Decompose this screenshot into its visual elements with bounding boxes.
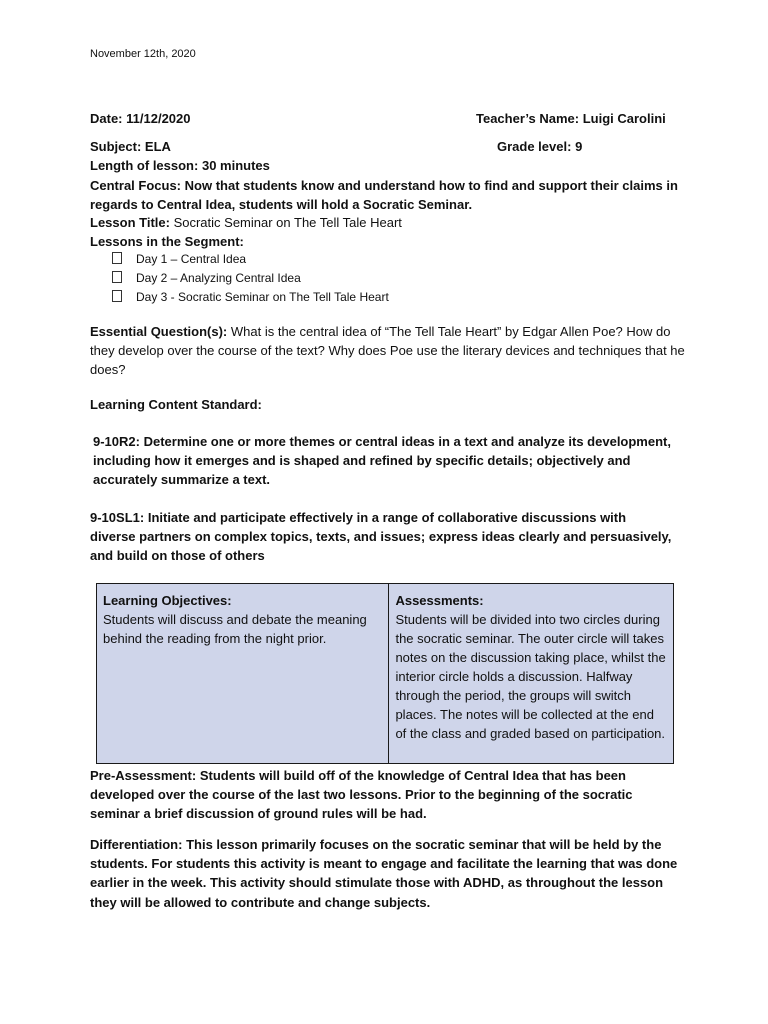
segment-list-item: [112, 288, 389, 307]
teacher-field: [476, 109, 666, 128]
objectives-heading: Learning Objectives:: [103, 593, 232, 608]
essential-question: [90, 322, 686, 380]
pre-assessment-text: Students will build off of the knowledge of Central Idea that has been developed over the course of the last two lessons. Prior to the beginning of the socratic seminar a brief discussion of ground rules will be had.: [90, 768, 633, 822]
segment-heading: Lessons in the Segment:: [90, 234, 244, 249]
lesson-title-field: [90, 213, 402, 232]
lesson-title-value: Socratic Seminar on The Tell Tale Heart: [173, 215, 402, 230]
segment-list-item: [112, 269, 301, 288]
segment-item-text: Day 3 - Socratic Seminar on The Tell Tale Heart: [136, 290, 389, 304]
teacher-label: Teacher’s Name:: [476, 111, 580, 126]
standard-text: Determine one or more themes or central ideas in a text and analyze its development, including how it emerges and is shaped and refined by specific details; objectively and accurately summarize a text.: [93, 434, 671, 488]
lesson-title-label: Lesson Title:: [90, 215, 170, 230]
segment-list-item: [112, 250, 246, 269]
assessments-cell: [389, 584, 674, 764]
length-field: [90, 156, 270, 175]
essential-question-text: What is the central idea of “The Tell Tale Heart” by Edgar Allen Poe? How do they develop over the course of the text? Why does Poe use the literary devices and techniques that he does?: [90, 324, 685, 378]
grade-label: Grade level:: [497, 139, 572, 154]
assessments-text: Students will be divided into two circles during the socratic seminar. The outer circle will takes notes on the discussion taking place, whilst the interior circle holds a discussion. Halfway through the period, the groups will switch places. The notes will be collected at the end of the class and graded based on participation.: [395, 612, 666, 741]
bullet-box-icon: [112, 271, 122, 283]
standard-item: [90, 508, 674, 566]
grade-field: [497, 137, 582, 156]
objectives-assessments-table: [96, 583, 674, 764]
assessments-heading: Assessments:: [395, 593, 484, 608]
standard-item: [93, 432, 679, 490]
pre-assessment-label: Pre-Assessment:: [90, 768, 197, 783]
grade-value: 9: [575, 139, 583, 154]
segment-item-text: Day 1 – Central Idea: [136, 252, 247, 266]
length-value: 30 minutes: [201, 158, 270, 173]
objectives-cell: [97, 584, 389, 764]
date-value: 11/12/2020: [126, 111, 191, 126]
bullet-box-icon: [112, 252, 122, 264]
differentiation-label: Differentiation:: [90, 837, 183, 852]
pre-assessment: [90, 766, 650, 824]
central-focus: [90, 176, 678, 214]
objectives-text: Students will discuss and debate the meaning behind the reading from the night prior.: [103, 612, 367, 646]
length-label: Length of lesson:: [90, 158, 199, 173]
subject-field: [90, 137, 171, 156]
teacher-value: Luigi Carolini: [582, 111, 666, 126]
subject-label: Subject:: [90, 139, 142, 154]
standard-text: Initiate and participate effectively in a range of collaborative discussions with diverse partners on complex topics, texts, and issues; express ideas clearly and persuasively, and build on those of others: [90, 510, 672, 564]
date-field: [90, 109, 191, 128]
differentiation: [90, 835, 680, 912]
segment-item-text: Day 2 – Analyzing Central Idea: [136, 271, 301, 285]
standards-heading: Learning Content Standard:: [90, 397, 262, 412]
standard-code: 9-10R2:: [93, 434, 140, 449]
date-label: Date:: [90, 111, 123, 126]
central-focus-text: Now that students know and understand how to find and support their claims in regards to Central Idea, students will hold a Socratic Seminar.: [90, 178, 678, 213]
differentiation-text: This lesson primarily focuses on the socratic seminar that will be held by the students. For students this activity is meant to engage and facilitate the learning that was done earlier in the week. This activity should stimulate those with ADHD, as throughout the lesson they will be allowed to contribute and change subjects.: [90, 837, 678, 910]
table-row: [97, 584, 674, 764]
header-date: November 12th, 2020: [90, 48, 196, 60]
subject-value: ELA: [144, 139, 171, 154]
essential-question-label: Essential Question(s):: [90, 324, 228, 339]
central-focus-label: Central Focus:: [90, 178, 182, 193]
bullet-box-icon: [112, 290, 122, 302]
standard-code: 9-10SL1:: [90, 510, 145, 525]
